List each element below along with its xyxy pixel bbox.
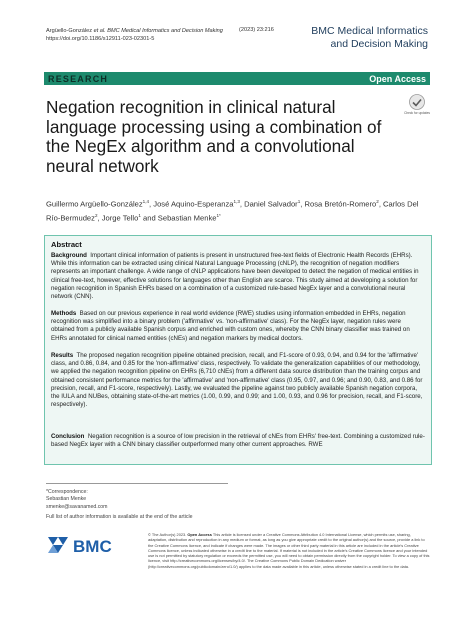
abstract-background: [51, 252, 425, 301]
author-affiliation: 2: [376, 199, 379, 204]
author-affiliation: 2: [94, 212, 98, 218]
author-name: , Carlos Del Río-Bermudez: [46, 199, 419, 223]
bmc-logo: [46, 534, 134, 556]
journal-name-line1: BMC Medical Informatics: [311, 25, 428, 37]
section-label: Methods: [51, 310, 77, 317]
abstract-results: [51, 352, 425, 409]
citation-year: (2023) 23:216: [239, 27, 274, 33]
open-access-label: Open Access: [369, 74, 426, 84]
section-label: Background: [51, 252, 87, 259]
section-text: The proposed negation recognition pipeline obtained precision, recall, and F1-score of 0.93, 0.94, and 0.94 for the 'affirmative' class, and 0.86, 0.84, and 0.85 for the 'non-affirmative' class, respectively. To validate the generalization capabilities of our methodology, we applied the negation recognition pipeline on EHRs (6,710 cNEs) from a different data source distribution than the training corpus and obtained consistent performance metrics for the 'affirmative' and 'non-affirmative' class (0.95, 0.97, and 0.96; and 0.90, 0.83, and 0.86 for precision, recall, and F1-score, respectively). Lastly, we evaluated the pipeline against two publicly available Spanish negation corpora, the IULA and NUBes, obtaining state-of-the-art metrics (1.00, 0.99, and 0.99; and 1.00, 0.93, and 0.96 for precision, recall, and F1-score, respectively).: [51, 352, 423, 409]
correspondence: [46, 489, 108, 511]
doi-link[interactable]: https://doi.org/10.1186/s12911-023-02301-5: [46, 36, 155, 42]
author-info-note: Full list of author information is available at the end of the article: [46, 514, 193, 520]
abstract-methods: [51, 310, 425, 343]
citation-journal: et al. BMC Medical Informatics and Decision Making: [93, 28, 223, 34]
correspondence-label: *Correspondence:: [46, 489, 88, 495]
correspondence-email[interactable]: smenke@savanamed.com: [46, 503, 108, 510]
abstract-conclusion: [51, 433, 425, 449]
check-for-updates-text: Check for updates: [404, 111, 430, 115]
article-type-label: RESEARCH: [48, 74, 109, 84]
author-affiliation: 1: [297, 199, 301, 204]
author-list: [46, 196, 430, 223]
section-text: Important clinical information of patients is present in unstructured free-text fields of Electronic Health Records (EHRs). While this information can be extracted using clinical Natural Language Processing (cNLP), the recognition of negation modifiers represents an important challenge. A wide range of cNLP applications have been developed to detect the negation of medical entities in clinical free-text, however, effective solutions for languages other than English are scarce. This study aimed at developing a solution for negation recognition in Spanish EHRs based on a combination of a customized rule-based NegEx layer and a convolutional neural network (CNN).: [51, 252, 419, 301]
author-name: , Daniel Salvador: [239, 199, 298, 209]
article-title: Negation recognition in clinical natural language processing using a combination of the NegEx algorithm and a convolutional neural network: [46, 97, 382, 176]
abstract-box: [44, 235, 432, 465]
open-access-note: Open Access: [187, 532, 212, 537]
author-name: Guillermo Argüello-González: [46, 199, 143, 209]
check-for-updates-icon[interactable]: [404, 93, 430, 117]
citation-authors: Argüello-González: [46, 28, 94, 34]
section-text: Based on our previous experience in real world evidence (RWE) studies using information embedded in EHRs, negation recognition was simplified into a binary problem ('affirmative' vs. 'non-affirmative' class). For the NegEx layer, negation rules were obtained from a publicly available Spanish corpus and enriched with custom ones, whereby the CNN binary classifier was trained on EHRs annotated for clinical named entities (cNEs) and negation markers by medical doctors.: [51, 310, 410, 342]
author-affiliation: 1,3: [233, 199, 240, 204]
author-name: , Jorge Tello: [97, 213, 139, 223]
section-label: Conclusion: [51, 433, 85, 440]
copyright-lead: © The Author(s) 2023.: [148, 532, 188, 537]
author-name: , Rosa Bretón-Romero: [300, 199, 377, 209]
running-header-citation: [46, 27, 223, 43]
section-label: Results: [51, 352, 74, 359]
bmc-logo-text: BMC: [73, 537, 112, 556]
author-name: , José Aquino-Esperanza: [149, 199, 234, 209]
abstract-heading: Abstract: [51, 240, 82, 249]
author-affiliation: 1,4: [142, 199, 150, 204]
author-name: and Sebastian Menke: [140, 213, 217, 223]
license-body: This article is licensed under a Creative Commons Attribution 4.0 International License, which permits use, sharing, adaptation, distribution and reproduction in any medium or format, as long as you give appropriate credit to the original author(s) and the source, provide a link to the Creative Commons licence, and indicate if changes were made. The images or other third party material in this article are included in the article's Creative Commons licence, unless indicated otherwise in a credit line to the material. If material is not included in the article's Creative Commons licence and your intended use is not permitted by statutory regulation or exceeds the permitted use, you will need to obtain permission directly from the copyright holder. To view a copy of this licence, visit http://creativecommons.org/licenses/by/4.0/. The Creative Commons Public Domain Dedication waiver (http://creativecommons.org/publicdomain/zero/1.0/) applies to the data made available in this article, unless otherwise stated in a credit line to the data.: [148, 532, 430, 569]
author-affiliation: 1*: [216, 212, 221, 218]
author-affiliation: 1: [138, 212, 141, 218]
journal-name-line2: and Decision Making: [330, 38, 428, 50]
section-text: Negation recognition is a source of low precision in the retrieval of cNEs from EHRs' free-text. Combining a customized rule-based NegEx layer with a CNN binary classifier outperformed many other current approaches. RWE: [51, 433, 425, 449]
footnote-divider: [46, 483, 228, 484]
license-text: [148, 532, 430, 569]
journal-name: [311, 25, 428, 51]
correspondence-name: Sebastian Menke: [46, 496, 87, 503]
